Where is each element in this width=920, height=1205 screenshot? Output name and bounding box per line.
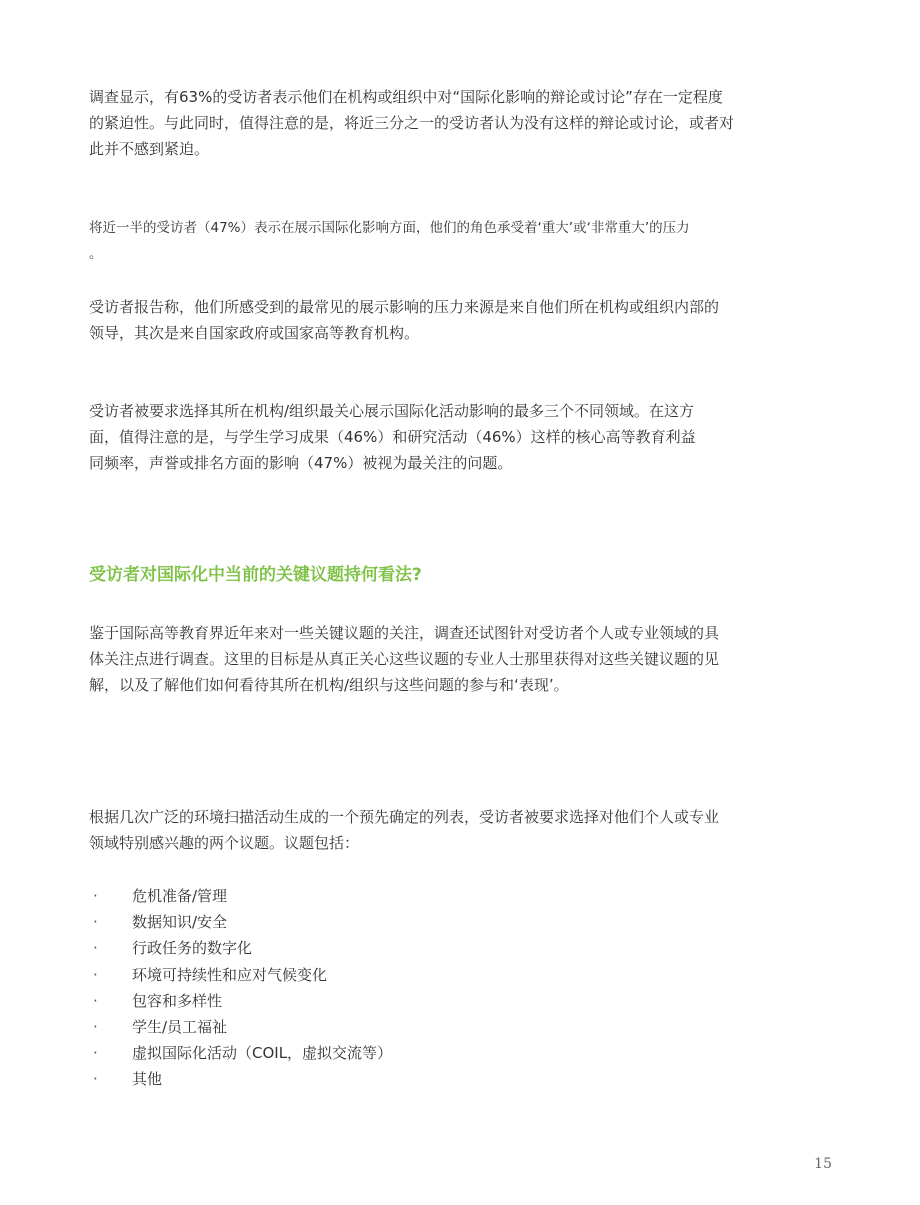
list-item (89, 935, 392, 961)
list-item (89, 1014, 392, 1040)
list-item (89, 909, 392, 935)
text-line: 领导，其次是来自国家政府或国家高等教育机构。 (89, 324, 420, 342)
list-item-label: 其他 (132, 1070, 163, 1089)
list-item-label: 学生/员工福祉 (132, 1018, 228, 1037)
text-line: 调查显示，有63%的受访者表示他们在机构或组织中对“国际化影响的辩论或讨论”存在一定程度 (89, 88, 723, 106)
paragraph-urgency (89, 84, 734, 162)
bullet-icon: · (93, 887, 98, 905)
bullet-icon: · (93, 1018, 98, 1037)
list-item-label: 行政任务的数字化 (132, 939, 253, 958)
text-line: 面，值得注意的是，与学生学习成果（46%）和研究活动（46%）这样的核心高等教育利益 (89, 428, 696, 446)
paragraph-pressure (89, 215, 690, 267)
list-item-label: 包容和多样性 (132, 991, 223, 1010)
text-line: 受访者报告称，他们所感受到的最常见的展示影响的压力来源是来自他们所在机构或组织内部的 (89, 298, 720, 316)
text-line: 解，以及了解他们如何看待其所在机构/组织与这些问题的参与和‘表现’。 (89, 676, 569, 694)
text-line: 领域特别感兴趣的两个议题。议题包括： (89, 834, 360, 852)
bullet-icon: · (93, 1044, 98, 1063)
bullet-icon: · (93, 939, 98, 958)
list-item-label: 数据知识/安全 (132, 913, 228, 932)
text-line: 鉴于国际高等教育界近年来对一些关键议题的关注，调查还试图针对受访者个人或专业领域的具 (89, 624, 720, 642)
paragraph-impact-areas (89, 398, 696, 476)
text-line: 体关注点进行调查。这里的目标是从真正关心这些议题的专业人士那里获得对这些关键议题的见 (89, 650, 720, 668)
paragraph-pressure-source (89, 294, 719, 346)
text-line: 将近一半的受访者（47%）表示在展示国际化影响方面，他们的角色承受着‘重大’或‘非常重大’的压力 (89, 220, 690, 236)
list-item-label: 虚拟国际化活动（COIL，虚拟交流等） (132, 1044, 393, 1063)
list-item-label: 环境可持续性和应对气候变化 (132, 965, 328, 984)
list-item (89, 1066, 392, 1092)
issue-list (89, 883, 392, 1093)
list-item (89, 1040, 392, 1066)
paragraph-key-issues-intro (89, 620, 719, 698)
text-line: 根据几次广泛的环境扫描活动生成的一个预先确定的列表，受访者被要求选择对他们个人或专业 (89, 808, 720, 826)
text-line: 同频率，声誉或排名方面的影响（47%）被视为最关注的问题。 (89, 454, 513, 472)
text-line: 的紧迫性。与此同时，值得注意的是，将近三分之一的受访者认为没有这样的辩论或讨论，或者对 (89, 114, 735, 132)
text-line: 受访者被要求选择其所在机构/组织最关心展示国际化活动影响的最多三个不同领域。在这方 (89, 402, 695, 420)
section-heading: 受访者对国际化中当前的关键议题持何看法? (89, 565, 422, 585)
page-number: 15 (814, 1156, 832, 1172)
list-item-label: 危机准备/管理 (132, 887, 228, 905)
text-line: 此并不感到紧迫。 (89, 140, 210, 158)
list-item (89, 883, 392, 909)
bullet-icon: · (93, 965, 98, 984)
bullet-icon: · (93, 991, 98, 1010)
bullet-icon: · (93, 913, 98, 932)
text-line: 。 (89, 246, 103, 262)
bullet-icon: · (93, 1070, 98, 1089)
list-item (89, 988, 392, 1014)
list-item (89, 962, 392, 988)
paragraph-issue-list-intro (89, 804, 719, 856)
